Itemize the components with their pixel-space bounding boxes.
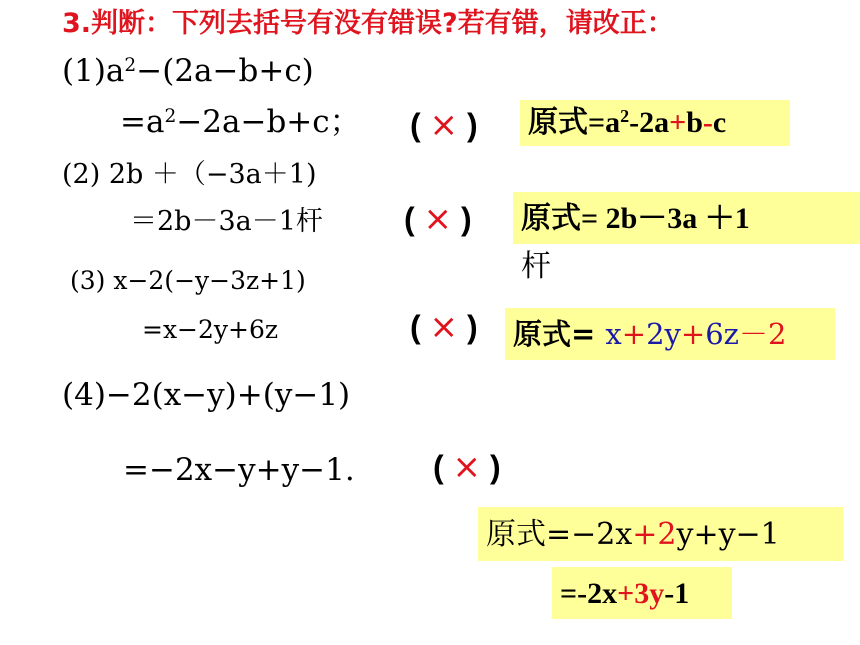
problem-1-text-b: −(2a−b+c)	[136, 53, 314, 89]
problem-4-student-answer: =−2x−y+y−1.	[123, 452, 355, 488]
p4-correction1-2: 2	[657, 517, 677, 552]
p3-correction-plus1: +	[621, 317, 647, 351]
p3-correction-x: x	[605, 317, 622, 351]
problem-4-expression: (4)−2(x−y)+(y−1)	[62, 377, 351, 413]
problem-4-correction-box-2	[552, 567, 732, 619]
problem-1-answer-b: −2a−b+c；	[176, 104, 361, 140]
p3-correction-label: 原式=	[513, 317, 606, 351]
problem-2-correction-box	[513, 192, 860, 244]
p4-correction2-a: =-2x	[560, 577, 618, 610]
p4-correction1-rest: y+y−1	[676, 517, 780, 552]
problem-1-answer-a: =a	[120, 104, 165, 140]
problem-3-judgement: ( × )	[410, 307, 478, 347]
problem-2-expression: (2) 2b ＋（−3a＋1)	[62, 159, 317, 190]
problem-4-correction-1	[486, 517, 780, 552]
problem-3-expression: (3) x−2(−y−3z+1)	[70, 266, 306, 295]
problem-2-correction-line2: 杆	[521, 250, 551, 283]
p3-correction-2y: 2y	[646, 317, 681, 351]
problem-1-expression	[62, 53, 314, 89]
problem-3-student-answer: =x−2y+6z	[142, 315, 279, 344]
p1-correction-label: 原式=a	[528, 106, 621, 139]
problem-1-judgement: ( × )	[410, 105, 478, 145]
problem-3-correction	[513, 317, 787, 351]
p1-correction-exponent: 2	[620, 106, 630, 127]
problem-1-student-answer	[120, 104, 361, 140]
p1-correction-minus: -	[702, 106, 713, 139]
cross-mark-icon: ×	[452, 447, 482, 487]
p1-correction-mid: -2a	[629, 106, 670, 139]
p4-correction1-label: 原式=−2x	[486, 517, 633, 552]
problem-1-answer-exponent: 2	[164, 105, 177, 127]
p1-correction-b: b	[686, 106, 703, 139]
problem-1-correction-box	[520, 100, 790, 146]
page-title: 3.判断：下列去括号有没有错误?若有错，请改正：	[62, 8, 674, 39]
cross-mark-icon: ×	[429, 307, 459, 347]
cross-mark-icon: ×	[423, 199, 453, 239]
p4-correction2-plus: +	[617, 577, 635, 610]
p4-correction2-rest: -1	[664, 577, 690, 610]
p1-correction-plus: +	[669, 106, 687, 139]
problem-1-correction	[528, 108, 726, 138]
problem-2-judgement: ( × )	[404, 199, 472, 239]
p3-correction-plus2: +	[680, 317, 706, 351]
p4-correction1-plus: +	[632, 517, 658, 552]
p3-correction-tail: －2	[738, 317, 787, 351]
problem-1-text-a: (1)a	[62, 53, 125, 89]
problem-2-student-answer: ＝2b－3a－1杆	[130, 206, 323, 237]
p4-correction2-3y: 3y	[634, 577, 665, 610]
problem-4-judgement: ( × )	[433, 447, 501, 487]
p1-correction-c: c	[712, 106, 727, 139]
problem-4-correction-2	[560, 579, 689, 609]
problem-1-exponent: 2	[124, 54, 137, 76]
problem-3-correction-box	[505, 308, 835, 360]
problem-2-correction: 原式= 2b－3a ＋1	[521, 202, 750, 235]
p3-correction-6z: 6z	[705, 317, 739, 351]
cross-mark-icon: ×	[429, 105, 459, 145]
problem-4-correction-box-1	[478, 507, 843, 561]
